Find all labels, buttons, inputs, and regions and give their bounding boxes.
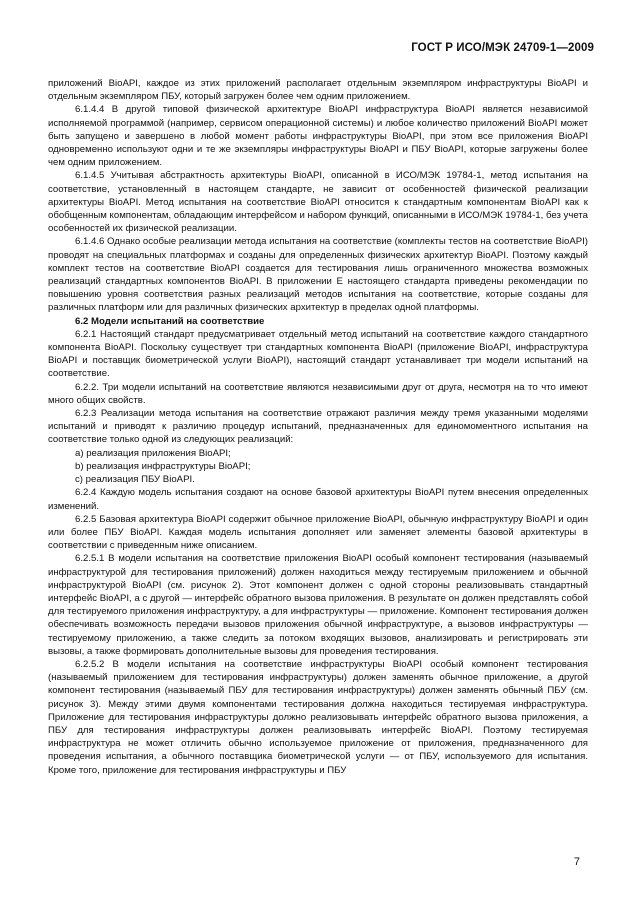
list-item: b) реализация инфраструктуры BioAPI;: [75, 460, 251, 472]
paragraph: 6.1.4.4 В другой типовой физической архитектуре BioAPI инфраструктура BioAPI является независимой исполняемой программой (например, сервисом операционной системы) и любое количество приложений BioAPI может быть запущено и завершено в любой момент работы инфраструктуры BioAPI, при этом все приложения BioAPI одновременно используют одни и те же экземпляры инфраструктуры BioAPI и ПБУ BioAPI, которые загружены более чем одним приложением.: [48, 104, 588, 169]
paragraph: 6.1.4.5 Учитывая абстрактность архитектуры BioAPI, описанной в ИСО/МЭК 19784-1, метод испытания на соответствие, установленный в настоящем стандарте, не зависит от особенностей физической реализации архитектуры BioAPI. Метод испытания на соответствие BioAPI относится к стандартным компонентам BioAPI как к обобщенным компонентам, обладающим интерфейсом и набором функций, описанными в ИСО/МЭК 19784-1, без учета особенностей их физической реализации.: [48, 170, 588, 235]
paragraph: 6.2.3 Реализации метода испытания на соответствие отражают различия между тремя указанными моделями испытаний и приводят к различию процедур испытаний, предназначенных для единомоментного испытания на соответствие только одной из следующих реализаций:: [48, 408, 588, 446]
paragraph: 6.2.5 Базовая архитектура BioAPI содержит обычное приложение BioAPI, обычную инфраструктуру BioAPI и один или более ПБУ BioAPI. Каждая модель испытания дополняет или заменяет элементы базовой архитектуры в соответствии с приведенным ниже описанием.: [48, 513, 588, 552]
paragraph: 6.1.4.6 Однако особые реализации метода испытания на соответствие (комплекты тестов на соответствие BioAPI) проводят на специальных платформах и созданы для определенных физических архитектур BioAPI. Поэтому каждый комплект тестов на соответствие BioAPI создается для тестирования лишь ограниченного множества возможных реализаций стандартных компонентов BioAPI. В приложении Е настоящего стандарта приведены рекомендации по повышению уровня соответствия разных реализаций методов испытания на соответствие, которые созданы для различных платформ или для различных физических архитектур в пределах одной платформы.: [48, 236, 588, 314]
paragraph: 6.2.4 Каждую модель испытания создают на основе базовой архитектуры BioAPI путем внесения определенных изменений.: [48, 487, 588, 512]
section-heading: 6.2 Модели испытаний на соответствие: [75, 315, 265, 327]
paragraph: 6.2.5.2 В модели испытания на соответствие инфраструктуры BioAPI особый компонент тестирования (называемый приложением для тестирования инфраструктуры) должен заменять обычное приложение, а другой компонент тестирования (называемый ПБУ для тестирования инфраструктуры) должен заменять обычный ПБУ (см. рисунок 3). Между этими двумя компонентами тестирования должна находиться тестируемая инфраструктура. Приложение для тестирования инфраструктуры должно реализовывать интерфейс обратного вызова приложения, а ПБУ для тестирования инфраструктуры должен реализовывать интерфейс BioAPI. Поэтому тестируемая инфраструктура не может отличить обычно используемое приложение от приложения, предназначенного для проведения испытания, а обычного поставщика биометрической услуги — от ПБУ, используемого для испытания. Кроме того, приложение для тестирования инфраструктуры и ПБУ: [48, 658, 588, 776]
list-item: c) реализация ПБУ BioAPI.: [75, 474, 195, 486]
paragraph: приложений BioAPI, каждое из этих приложений располагает отдельным экземпляром инфраструктуры BioAPI и отдельным экземпляром ПБУ, который загружен более чем одним приложением.: [48, 78, 588, 103]
page-number: 7: [573, 856, 580, 868]
list-item: a) реализация приложения BioAPI;: [75, 447, 231, 459]
document-body: [48, 77, 588, 777]
paragraph: 6.2.1 Настоящий стандарт предусматривает отдельный метод испытаний на соответствие каждого стандартного компонента BioAPI. Поскольку существует три стандартных компонента BioAPI (приложение BioAPI, инфраструктура BioAPI и поставщик биометрической услуги BioAPI), настоящий стандарт устанавливает три модели испытаний на соответствие.: [48, 328, 588, 380]
paragraph: 6.2.5.1 В модели испытания на соответствие приложения BioAPI особый компонент тестирования (называемый инфраструктурой для тестирования приложений) должен находиться между тестируемым приложением и обычной инфраструктурой BioAPI (см. рисунок 2). Этот компонент должен с одной стороны реализовывать стандартный интерфейс BioAPI, а с другой — интерфейс обратного вызова приложения. В результате он должен представлять собой для тестируемого приложения инфраструктуру, а для инфраструктуры — приложение. Компонент тестирования должен обеспечивать возможность передачи вызовов приложения обычной инфраструктуре, а вызовов инфраструктуры — тестируемому приложению, а также следить за потоком входящих вызовов, анализировать и регистрировать эти вызовы, а также формировать дополнительные вызовы для проведения тестирования.: [48, 553, 588, 657]
paragraph: 6.2.2. Три модели испытаний на соответствие являются независимыми друг от друга, несмотря на то что имеют много общих свойств.: [48, 381, 588, 406]
document-header: ГОСТ Р ИСО/МЭК 24709-1—2009: [411, 42, 594, 54]
